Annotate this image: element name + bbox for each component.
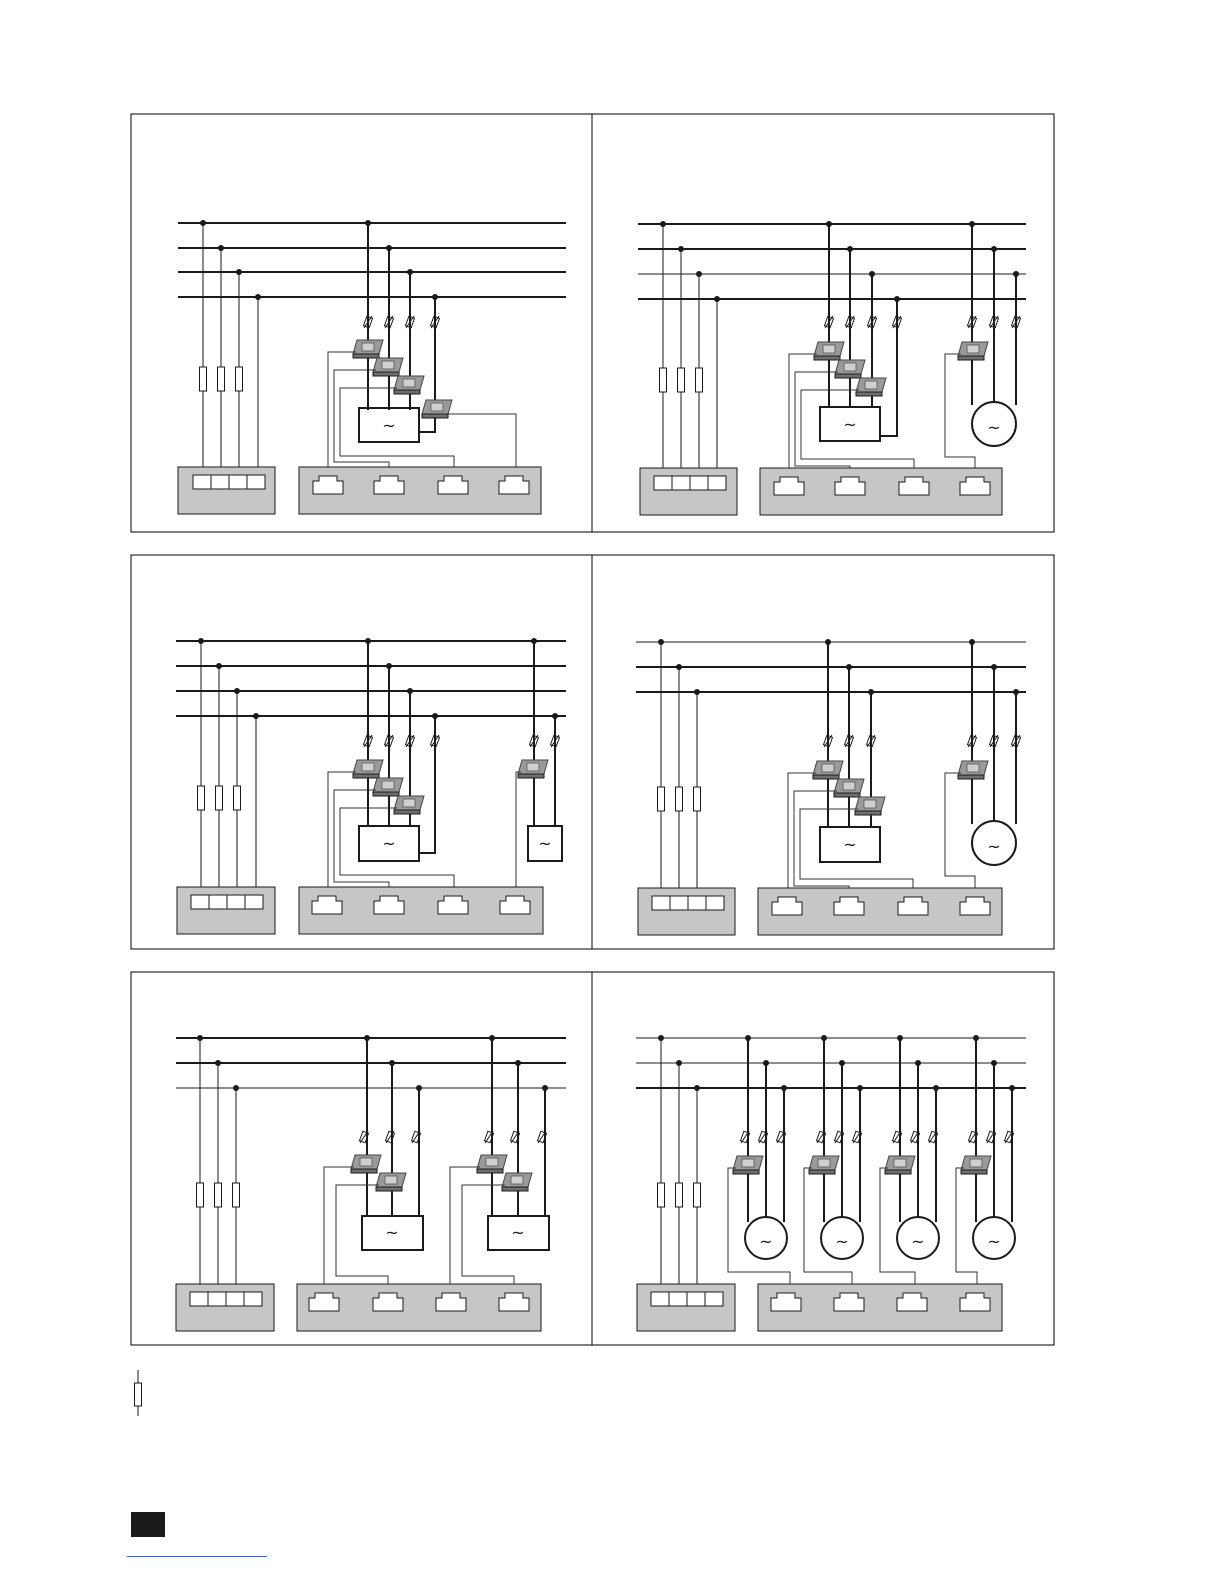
svg-text:~: ~ bbox=[385, 1223, 399, 1242]
svg-text:~: ~ bbox=[843, 835, 857, 854]
panel-4 bbox=[636, 639, 1026, 935]
panel-2 bbox=[638, 221, 1026, 515]
busbars bbox=[178, 223, 566, 297]
panel-5 bbox=[176, 1035, 566, 1331]
svg-text:~: ~ bbox=[835, 1232, 849, 1251]
panel-1 bbox=[178, 220, 566, 514]
svg-text:~: ~ bbox=[759, 1232, 773, 1251]
svg-text:~: ~ bbox=[382, 834, 396, 853]
svg-text:~: ~ bbox=[538, 834, 552, 853]
load-feeders bbox=[368, 223, 435, 432]
footer-link-rule bbox=[127, 1556, 267, 1557]
voltage-taps bbox=[200, 223, 259, 475]
svg-text:~: ~ bbox=[911, 1232, 925, 1251]
svg-text:~: ~ bbox=[511, 1223, 525, 1242]
panel-3 bbox=[176, 638, 566, 934]
panel-6 bbox=[636, 1035, 1026, 1331]
ac-symbols bbox=[382, 415, 1000, 1251]
voltage-terminal-box bbox=[178, 467, 275, 514]
svg-text:~: ~ bbox=[987, 418, 1001, 437]
svg-text:~: ~ bbox=[987, 1232, 1001, 1251]
busbars bbox=[638, 224, 1026, 299]
legend-fuse-symbol bbox=[135, 1370, 142, 1416]
svg-text:~: ~ bbox=[987, 837, 1001, 856]
page-marker-block bbox=[131, 1512, 165, 1537]
svg-text:~: ~ bbox=[382, 416, 396, 435]
svg-text:~: ~ bbox=[843, 415, 857, 434]
